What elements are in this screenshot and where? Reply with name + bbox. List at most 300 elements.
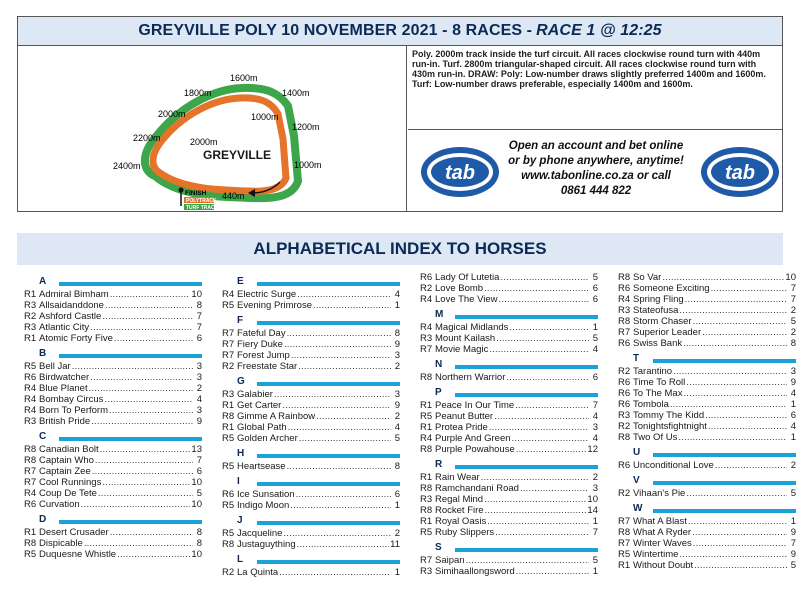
- race-number: R3: [420, 333, 433, 344]
- letter-label: A: [39, 276, 47, 287]
- horse-entry: [618, 432, 796, 443]
- draw-number: 4: [394, 422, 400, 433]
- letter-divider-bar: [257, 321, 400, 325]
- horse-name: Movie Magic: [435, 344, 489, 355]
- horse-entry: [24, 477, 202, 488]
- draw-number: 1: [790, 516, 796, 527]
- leader-dots: [692, 527, 787, 538]
- draw-number: 3: [196, 361, 202, 372]
- horse-entry: [618, 410, 796, 421]
- track-info-text: Poly. 2000m track inside the turf circuit. All races clockwise round turn with 440m run-in. Turf. 2800m triangular-shaped circuit. All races clockwise round turn with 430m run-in. DRAW: Poly: Low-number draws slightly preferred 1400m and 1600m. Turf: Low-number draws preferable, especially 1400m and 1600m.: [408, 46, 782, 130]
- horse-name: Spring Fling: [633, 294, 684, 305]
- horse-name: Bombay Circus: [39, 394, 104, 405]
- horse-entry: [420, 527, 598, 538]
- draw-number: 8: [196, 300, 202, 311]
- race-number: R6: [618, 399, 631, 410]
- horse-name: Mount Kailash: [435, 333, 496, 344]
- tab-advert[interactable]: [408, 131, 782, 211]
- horse-name: Someone Exciting: [633, 283, 710, 294]
- letter-heading: [618, 472, 796, 488]
- race-number: R8: [24, 455, 37, 466]
- horse-name: Freestate Star: [237, 361, 298, 372]
- horse-entry: [24, 499, 202, 510]
- horse-entry: [618, 527, 796, 538]
- leader-dots: [694, 560, 787, 571]
- horse-entry: [24, 538, 202, 549]
- ad-line-2: or by phone anywhere, anytime!: [508, 155, 684, 167]
- draw-number: 3: [196, 405, 202, 416]
- horse-entry: [24, 444, 202, 455]
- leader-dots: [90, 372, 193, 383]
- letter-divider-bar: [257, 454, 400, 458]
- horse-entry: [618, 305, 796, 316]
- leader-dots: [512, 433, 589, 444]
- letter-heading: [222, 273, 400, 289]
- label-430m: [229, 210, 252, 211]
- horse-name: Vihaan's Pie: [633, 488, 686, 499]
- letter-label: L: [237, 554, 244, 565]
- leader-dots: [313, 300, 391, 311]
- leader-dots: [288, 422, 391, 433]
- horse-entry: [420, 555, 598, 566]
- race-number: R2: [222, 361, 235, 372]
- horse-entry: [420, 433, 598, 444]
- horse-name: Birdwatcher: [39, 372, 90, 383]
- draw-number: 7: [592, 527, 598, 538]
- horse-entry: [222, 489, 400, 500]
- horse-entry: [222, 422, 400, 433]
- draw-number: 7: [592, 400, 598, 411]
- race-number: R5: [222, 461, 235, 472]
- race-number: R7: [222, 350, 235, 361]
- leader-dots: [287, 461, 391, 472]
- horse-entry: [420, 566, 598, 577]
- race-number: R2: [618, 366, 631, 377]
- horse-entry: [222, 289, 400, 300]
- race-number: R4: [24, 394, 37, 405]
- race-number: R8: [420, 372, 433, 383]
- horse-name: Fateful Day: [237, 328, 286, 339]
- horse-entry: [420, 322, 598, 333]
- leader-dots: [715, 460, 787, 471]
- draw-number: 3: [790, 366, 796, 377]
- draw-number: 9: [394, 339, 400, 350]
- draw-number: 1: [394, 300, 400, 311]
- horse-entry: [420, 483, 598, 494]
- horse-entry: [24, 383, 202, 394]
- leader-dots: [92, 466, 193, 477]
- draw-number: 1: [592, 322, 598, 333]
- draw-number: 13: [191, 444, 202, 455]
- horse-name: So Var: [633, 272, 662, 283]
- draw-number: 8: [790, 338, 796, 349]
- leader-dots: [484, 494, 586, 505]
- horse-entry: [618, 338, 796, 349]
- letter-label: P: [435, 387, 442, 398]
- leader-dots: [516, 444, 587, 455]
- letter-heading: [222, 445, 400, 461]
- draw-number: 6: [592, 294, 598, 305]
- horse-name: Saipan: [435, 555, 465, 566]
- horse-entry: [24, 527, 202, 538]
- draw-number: 8: [394, 461, 400, 472]
- race-number: R3: [420, 566, 433, 577]
- horse-name: Ruby Slippers: [435, 527, 495, 538]
- horse-name: Wintertime: [633, 549, 679, 560]
- horse-entry: [420, 283, 598, 294]
- letter-divider-bar: [59, 437, 202, 441]
- horse-entry: [222, 433, 400, 444]
- horse-entry: [222, 361, 400, 372]
- leader-dots: [84, 538, 193, 549]
- draw-number: 7: [790, 538, 796, 549]
- leader-dots: [105, 300, 193, 311]
- horse-name: Tombola: [633, 399, 669, 410]
- leader-dots: [98, 488, 193, 499]
- horse-name: Captain Who: [39, 455, 94, 466]
- draw-number: 10: [191, 549, 202, 560]
- horse-entry: [618, 538, 796, 549]
- race-number: R2: [618, 421, 631, 432]
- horse-name: Evening Primrose: [237, 300, 312, 311]
- horse-entry: [24, 549, 202, 560]
- letter-divider-bar: [257, 282, 400, 286]
- race-number: R1: [24, 527, 37, 538]
- letter-label: B: [39, 348, 47, 359]
- leader-dots: [662, 272, 784, 283]
- leader-dots: [481, 472, 589, 483]
- letter-label: W: [633, 503, 643, 514]
- leader-dots: [466, 555, 589, 566]
- horse-name: Galabier: [237, 389, 273, 400]
- draw-number: 14: [587, 505, 598, 516]
- horse-entry: [24, 361, 202, 372]
- horse-name: Atlantic City: [39, 322, 90, 333]
- race-number: R5: [222, 300, 235, 311]
- race-number: R3: [24, 322, 37, 333]
- race-number: R5: [24, 549, 37, 560]
- leader-dots: [284, 339, 391, 350]
- horse-entry: [222, 567, 400, 578]
- horse-name: Northern Warrior: [435, 372, 506, 383]
- leader-dots: [705, 410, 787, 421]
- letter-heading: [222, 373, 400, 389]
- horse-entry: [222, 528, 400, 539]
- leader-dots: [494, 411, 589, 422]
- leader-dots: [506, 372, 589, 383]
- race-number: R6: [618, 283, 631, 294]
- horse-entry: [420, 422, 598, 433]
- letter-divider-bar: [59, 354, 202, 358]
- horse-entry: [24, 333, 202, 344]
- draw-number: 7: [790, 294, 796, 305]
- race-number: R2: [420, 283, 433, 294]
- draw-number: 6: [196, 333, 202, 344]
- draw-number: 10: [191, 499, 202, 510]
- draw-number: 9: [394, 400, 400, 411]
- horse-name: Love Bomb: [435, 283, 484, 294]
- leader-dots: [499, 294, 590, 305]
- leader-dots: [673, 366, 787, 377]
- horse-entry: [420, 344, 598, 355]
- horse-entry: [222, 339, 400, 350]
- horse-entry: [618, 516, 796, 527]
- tab-logo-left: [420, 146, 500, 198]
- horse-entry: [618, 560, 796, 571]
- draw-number: 9: [790, 377, 796, 388]
- race-number: R8: [618, 272, 631, 283]
- leader-dots: [110, 289, 191, 300]
- label-1200m: 1200m: [292, 122, 320, 132]
- letter-label: E: [237, 276, 244, 287]
- draw-number: 2: [394, 528, 400, 539]
- letter-heading: [24, 511, 202, 527]
- leader-dots: [81, 499, 191, 510]
- svg-text:tab: tab: [725, 162, 755, 184]
- draw-number: 4: [592, 433, 598, 444]
- race-number: R6: [618, 388, 631, 399]
- horse-name: Indigo Moon: [237, 500, 290, 511]
- horse-name: Tarantino: [633, 366, 673, 377]
- letter-label: C: [39, 431, 47, 442]
- leader-dots: [72, 361, 193, 372]
- letter-divider-bar: [455, 465, 598, 469]
- race-time: RACE 1 @ 12:25: [536, 22, 662, 39]
- letter-divider-bar: [257, 482, 400, 486]
- horse-entry: [618, 316, 796, 327]
- horse-entry: [24, 289, 202, 300]
- draw-number: 1: [394, 567, 400, 578]
- label-2000m-outer: 2000m: [158, 109, 186, 119]
- horse-entry: [222, 300, 400, 311]
- ad-line-3[interactable]: www.tabonline.co.za or call: [521, 170, 671, 182]
- horse-name: Tonightsfightnight: [633, 421, 707, 432]
- leader-dots: [679, 549, 787, 560]
- letter-divider-bar: [455, 365, 598, 369]
- horse-name: La Quinta: [237, 567, 279, 578]
- race-number: R6: [420, 272, 433, 283]
- horse-name: Stateofusa: [633, 305, 679, 316]
- race-number: R8: [618, 527, 631, 538]
- leader-dots: [495, 527, 589, 538]
- horse-entry: [618, 460, 796, 471]
- horse-name: Peace In Our Time: [435, 400, 515, 411]
- horse-entry: [222, 389, 400, 400]
- race-number: R6: [618, 460, 631, 471]
- draw-number: 4: [592, 344, 598, 355]
- letter-heading: [222, 312, 400, 328]
- horse-name: Tommy The Kidd: [633, 410, 705, 421]
- race-number: R4: [24, 405, 37, 416]
- draw-number: 4: [394, 289, 400, 300]
- horse-entry: [618, 399, 796, 410]
- leader-dots: [509, 322, 589, 333]
- horse-name: Royal Oasis: [435, 516, 487, 527]
- horse-entry: [618, 327, 796, 338]
- draw-number: 10: [785, 272, 796, 283]
- horse-name: Love The View: [435, 294, 498, 305]
- leader-dots: [297, 539, 390, 550]
- letter-label: F: [237, 315, 244, 326]
- letter-heading: [222, 551, 400, 567]
- leader-dots: [114, 333, 193, 344]
- leader-dots: [516, 566, 589, 577]
- leader-dots: [670, 399, 787, 410]
- race-number: R8: [420, 505, 433, 516]
- horse-name: Ramchandani Road: [435, 483, 519, 494]
- horse-entry: [222, 400, 400, 411]
- draw-number: 2: [394, 411, 400, 422]
- leader-dots: [90, 322, 193, 333]
- race-number: R6: [618, 338, 631, 349]
- draw-number: 7: [196, 322, 202, 333]
- leader-dots: [283, 528, 391, 539]
- horse-entry: [222, 539, 400, 550]
- leader-dots: [316, 411, 391, 422]
- leader-dots: [89, 383, 193, 394]
- letter-label: T: [633, 353, 640, 364]
- horse-entry: [420, 411, 598, 422]
- race-number: R5: [420, 527, 433, 538]
- draw-number: 1: [790, 399, 796, 410]
- draw-number: 8: [196, 527, 202, 538]
- letter-label: G: [237, 376, 245, 387]
- draw-number: 5: [790, 316, 796, 327]
- letter-heading: [24, 428, 202, 444]
- horse-entry: [618, 421, 796, 432]
- horse-entry: [24, 466, 202, 477]
- race-number: R3: [420, 494, 433, 505]
- leader-dots: [693, 538, 787, 549]
- draw-number: 2: [394, 361, 400, 372]
- race-number: R2: [618, 488, 631, 499]
- leader-dots: [496, 333, 589, 344]
- leader-dots: [279, 567, 391, 578]
- race-number: R4: [618, 294, 631, 305]
- leader-dots: [117, 549, 190, 560]
- horse-name: Atomic Forty Five: [39, 333, 113, 344]
- horse-entry: [24, 300, 202, 311]
- letter-heading: [24, 345, 202, 361]
- letter-divider-bar: [59, 282, 202, 286]
- draw-number: 3: [394, 350, 400, 361]
- leader-dots: [296, 489, 391, 500]
- horse-name: Allsaidanddone: [39, 300, 104, 311]
- draw-number: 4: [790, 421, 796, 432]
- index-column-3: [420, 272, 598, 577]
- leader-dots: [683, 338, 787, 349]
- race-number: R8: [618, 432, 631, 443]
- race-number: R1: [24, 289, 37, 300]
- race-number: R7: [222, 328, 235, 339]
- race-number: R3: [24, 416, 37, 427]
- horse-name: Regal Mind: [435, 494, 484, 505]
- horse-entry: [24, 372, 202, 383]
- race-number: R7: [618, 516, 631, 527]
- letter-heading: [618, 350, 796, 366]
- race-number: R3: [222, 389, 235, 400]
- letter-label: V: [633, 475, 640, 486]
- horse-name: Lady Of Lutetia: [435, 272, 500, 283]
- leader-dots: [693, 316, 787, 327]
- horse-name: To The Max: [633, 388, 683, 399]
- horse-name: What A Ryder: [633, 527, 692, 538]
- draw-number: 2: [790, 327, 796, 338]
- label-1000m-outer: 1000m: [294, 160, 322, 170]
- race-number: R7: [420, 555, 433, 566]
- horse-name: Purple Powahouse: [435, 444, 515, 455]
- letter-heading: [420, 384, 598, 400]
- leader-dots: [487, 516, 589, 527]
- draw-number: 3: [394, 389, 400, 400]
- horse-name: Born To Perform: [39, 405, 108, 416]
- horse-name: Simihaallongsword: [435, 566, 515, 577]
- race-number: R3: [618, 410, 631, 421]
- leader-dots: [104, 394, 193, 405]
- draw-number: 10: [191, 289, 202, 300]
- leader-dots: [282, 400, 391, 411]
- race-number: R5: [420, 411, 433, 422]
- index-column-1: [24, 272, 202, 560]
- horse-entry: [24, 405, 202, 416]
- letter-label: M: [435, 309, 444, 320]
- horse-name: Duquesne Whistle: [39, 549, 117, 560]
- race-number: R2: [222, 567, 235, 578]
- letter-label: N: [435, 359, 443, 370]
- leader-dots: [711, 283, 787, 294]
- turf-track-legend: TURF TRACK: [186, 205, 219, 211]
- race-number: R8: [222, 539, 235, 550]
- leader-dots: [290, 500, 391, 511]
- letter-divider-bar: [257, 382, 400, 386]
- horse-name: Captain Zee: [39, 466, 91, 477]
- leader-dots: [520, 483, 589, 494]
- leader-dots: [489, 422, 589, 433]
- letter-heading: [618, 500, 796, 516]
- race-number: R1: [222, 422, 235, 433]
- draw-number: 12: [587, 444, 598, 455]
- leader-dots: [299, 433, 391, 444]
- horse-name: Coup De Tete: [39, 488, 97, 499]
- race-number: R4: [420, 294, 433, 305]
- race-number: R5: [24, 361, 37, 372]
- race-title: GREYVILLE POLY 10 NOVEMBER 2021 - 8 RACES -: [138, 22, 533, 39]
- horse-name: Jacqueline: [237, 528, 283, 539]
- letter-heading: [420, 356, 598, 372]
- letter-divider-bar: [257, 521, 400, 525]
- race-number: R1: [420, 472, 433, 483]
- letter-heading: [222, 512, 400, 528]
- horse-name: Admiral Bimham: [39, 289, 109, 300]
- race-number: R6: [24, 499, 37, 510]
- index-column-2: [222, 272, 400, 578]
- horse-name: Bell Jar: [39, 361, 71, 372]
- race-title-bar: [18, 17, 782, 46]
- race-number: R5: [222, 500, 235, 511]
- race-number: R1: [420, 422, 433, 433]
- horse-entry: [24, 311, 202, 322]
- horse-name: Superior Leader: [633, 327, 702, 338]
- horse-name: Blue Planet: [39, 383, 88, 394]
- leader-dots: [702, 327, 787, 338]
- draw-number: 5: [196, 488, 202, 499]
- horse-name: Cool Runnings: [39, 477, 102, 488]
- label-1000m-inner: 1000m: [251, 112, 279, 122]
- horse-entry: [420, 472, 598, 483]
- race-number: R8: [420, 483, 433, 494]
- race-number: R4: [24, 488, 37, 499]
- draw-number: 7: [196, 311, 202, 322]
